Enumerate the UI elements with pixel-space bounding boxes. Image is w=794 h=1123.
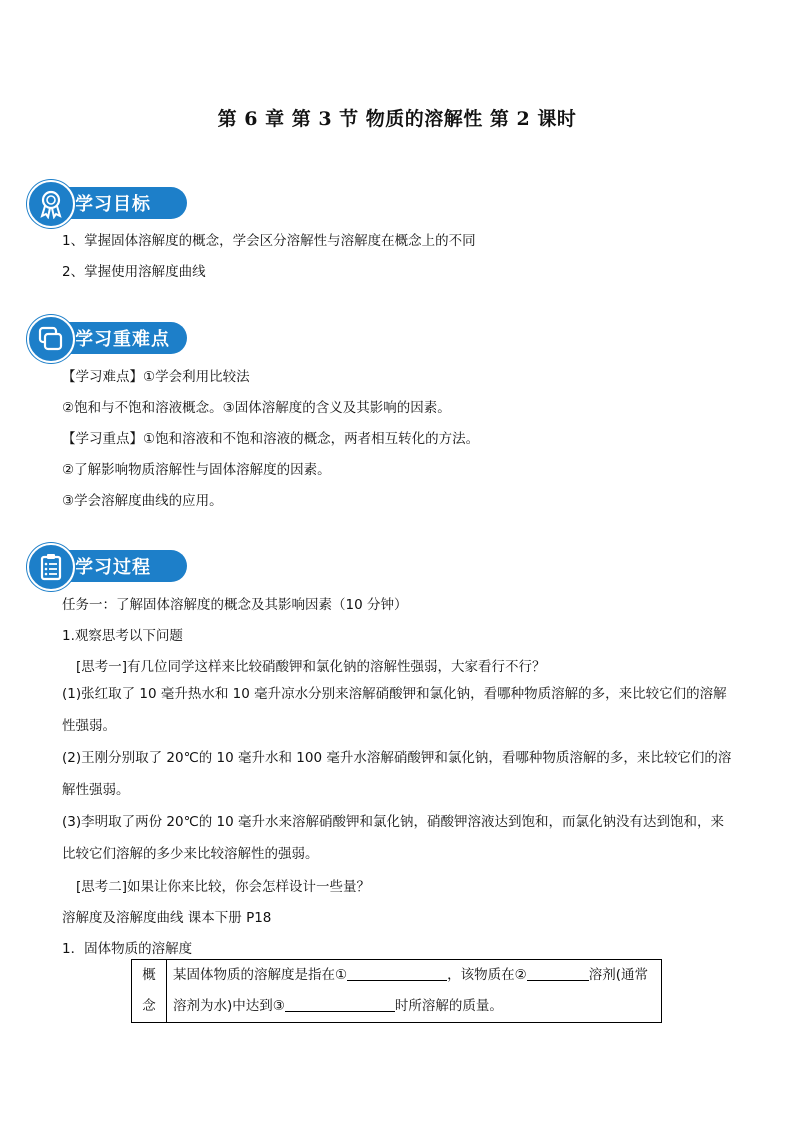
page-title: 第 6 章 第 3 节 物质的溶解性 第 2 课时	[217, 108, 577, 130]
textbook-reference: 溶解度及溶解度曲线 课本下册 P18	[62, 910, 272, 926]
definition-text: 溶剂为水)中达到③	[173, 998, 285, 1014]
table-header-label: 概念	[142, 967, 156, 1014]
key-line: ③学会溶解度曲线的应用。	[62, 493, 223, 509]
section-heading-goals: 学习目标	[75, 194, 151, 215]
section-heading-key-points: 学习重难点	[75, 329, 170, 350]
observe-heading: 1.观察思考以下问题	[62, 628, 183, 644]
key-line: ②了解影响物质溶解性与固体溶解度的因素。	[62, 462, 331, 478]
definition-text: 时所溶解的质量。	[394, 998, 503, 1014]
blank-1[interactable]	[347, 964, 447, 981]
definition-text: ，该物质在②	[447, 967, 527, 983]
section-banner-key-points	[27, 315, 187, 361]
award-ribbon-icon	[36, 189, 66, 219]
subheading-solubility: 1．固体物质的溶解度	[62, 941, 193, 957]
section-banner-process	[27, 543, 187, 589]
section-heading-process: 学习过程	[75, 557, 151, 578]
blank-3[interactable]	[285, 995, 395, 1012]
section-banner-goals	[27, 180, 187, 226]
goal-item: 1、掌握固体溶解度的概念，学会区分溶解性与溶解度在概念上的不同	[62, 233, 476, 249]
definition-text: 溶剂(通常	[588, 967, 648, 983]
definition-cell	[167, 960, 662, 1023]
paragraph-3: (3)李明取了两份 20℃的 10 毫升水来溶解硝酸钾和氯化钠，硝酸钾溶液达到饱和，而氯化钠没有达到饱和，来比较它们溶解的多少来比较溶解性的强弱。	[62, 814, 725, 862]
key-line: 【学习难点】①学会利用比较法	[62, 369, 250, 385]
key-line: ②饱和与不饱和溶液概念。③固体溶解度的含义及其影响的因素。	[62, 400, 451, 416]
clipboard-list-icon	[36, 552, 66, 582]
task-heading: 任务一：了解固体溶解度的概念及其影响因素（10 分钟）	[62, 597, 408, 613]
key-line: 【学习重点】①饱和溶液和不饱和溶液的概念，两者相互转化的方法。	[62, 431, 480, 447]
think-two: [思考二]如果让你来比较，你会怎样设计一些量？	[76, 879, 371, 895]
stacked-pages-icon	[36, 324, 66, 354]
paragraph-1: (1)张红取了 10 毫升热水和 10 毫升凉水分别来溶解硝酸钾和氯化钠，看哪种物质溶解的多，来比较它们的溶解性强弱。	[62, 686, 727, 734]
blank-2[interactable]	[527, 964, 589, 981]
definition-text: 某固体物质的溶解度是指在①	[173, 967, 348, 983]
goal-item: 2、掌握使用溶解度曲线	[62, 264, 206, 280]
table-header-cell	[132, 960, 167, 1023]
think-one: [思考一]有几位同学这样来比较硝酸钾和氯化钠的溶解性强弱，大家看行不行？	[76, 659, 546, 675]
definition-table	[131, 959, 662, 1023]
paragraph-2: (2)王刚分别取了 20℃的 10 毫升水和 100 毫升水溶解硝酸钾和氯化钠，看哪种物质溶解的多，来比较它们的溶解性强弱。	[62, 750, 732, 798]
